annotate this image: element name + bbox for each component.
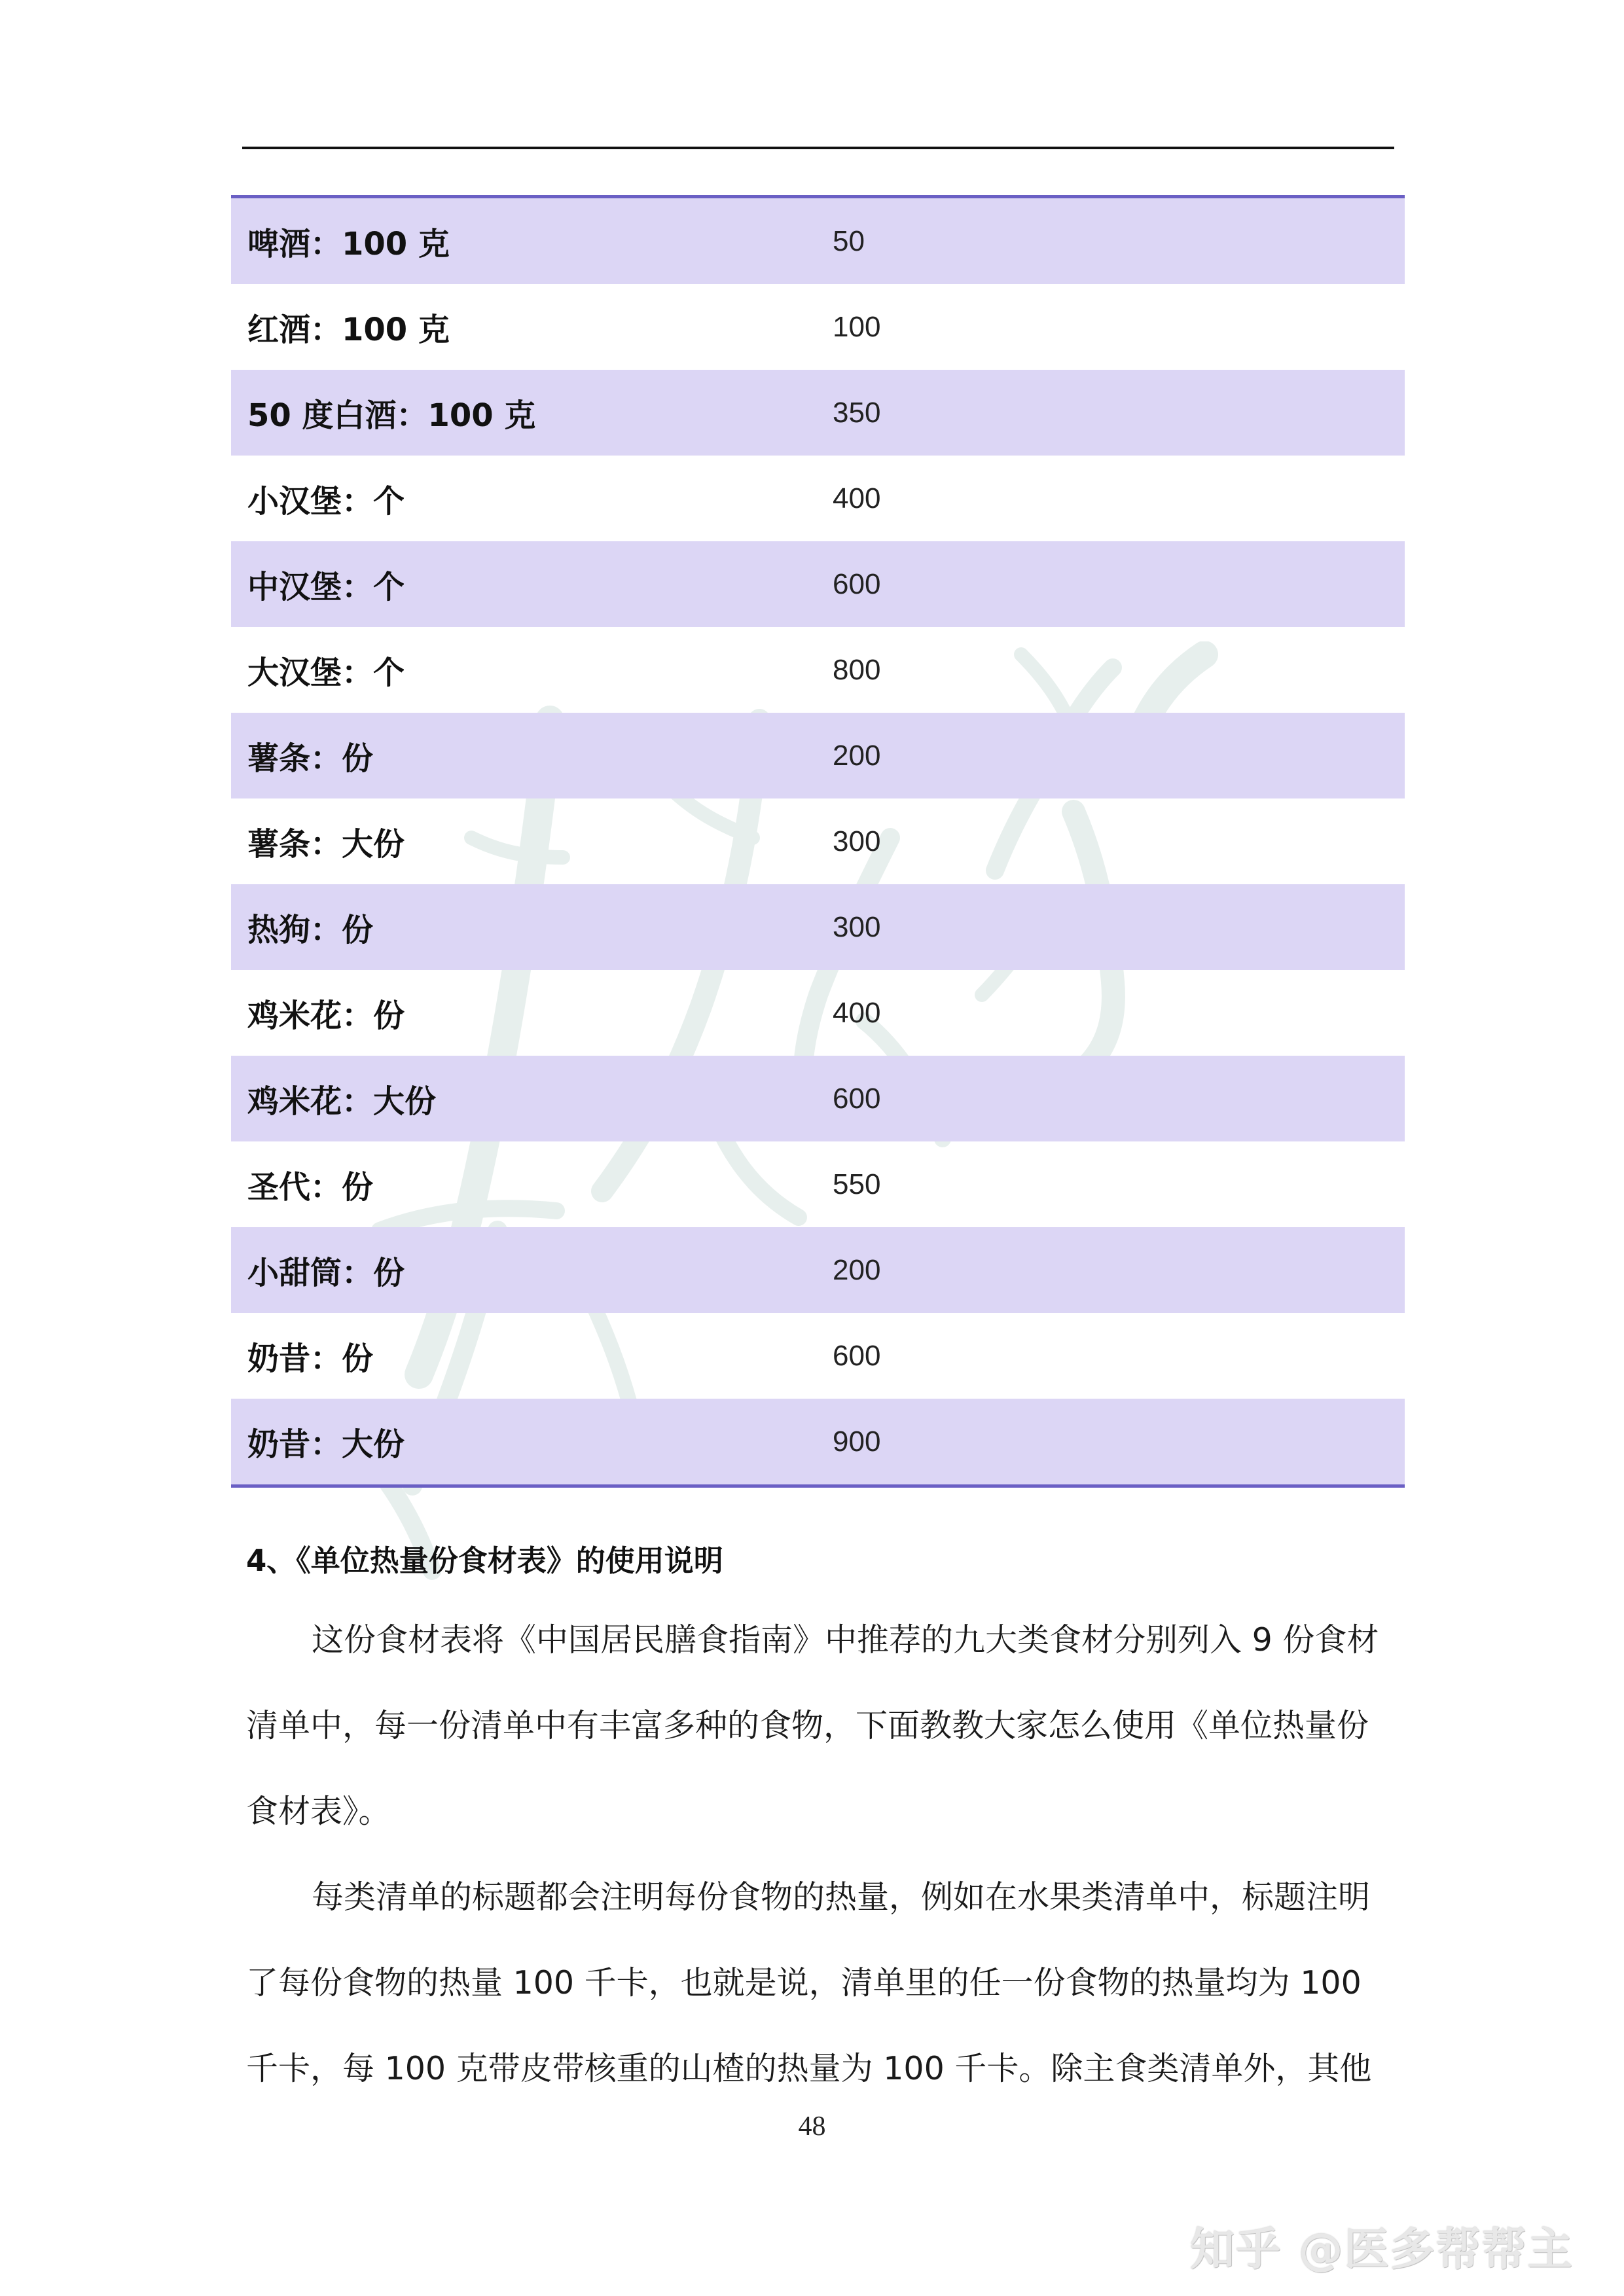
paragraph-line: 每类清单的标题都会注明每份食物的热量，例如在水果类清单中，标题注明 <box>312 1878 1371 1916</box>
calorie-value: 400 <box>833 482 881 514</box>
food-item-label: 热狗：份 <box>247 912 374 948</box>
table-row <box>231 284 1405 370</box>
paragraph-line: 千卡，每 100 克带皮带核重的山楂的热量为 100 千卡。除主食类清单外，其他 <box>246 2050 1372 2087</box>
calorie-value: 400 <box>833 996 881 1029</box>
table-row <box>231 198 1405 284</box>
food-item-label: 薯条：份 <box>247 740 374 777</box>
paragraph-line: 清单中，每一份清单中有丰富多种的食物，下面教教大家怎么使用《单位热量份 <box>246 1707 1369 1744</box>
paragraph-line: 食材表》。 <box>246 1793 391 1830</box>
food-item-label: 奶昔：大份 <box>247 1426 405 1463</box>
calorie-value: 800 <box>833 653 881 686</box>
table-row <box>231 970 1405 1056</box>
calorie-table <box>231 195 1405 1488</box>
table-row <box>231 1056 1405 1141</box>
calorie-value: 100 <box>833 310 881 343</box>
table-row <box>231 1313 1405 1399</box>
food-item-label: 中汉堡：个 <box>247 569 405 605</box>
table-row <box>231 1227 1405 1313</box>
table-row <box>231 456 1405 541</box>
food-item-label: 红酒：100 克 <box>247 312 450 348</box>
calorie-value: 600 <box>833 1339 881 1372</box>
calorie-value: 600 <box>833 1082 881 1115</box>
section-heading: 4、《单位热量份食材表》的使用说明 <box>246 1543 723 1578</box>
food-item-label: 奶昔：份 <box>247 1340 374 1377</box>
table-row <box>231 627 1405 713</box>
table-row <box>231 798 1405 884</box>
calorie-value: 600 <box>833 567 881 600</box>
paragraph-line: 这份食材表将《中国居民膳食指南》中推荐的九大类食材分别列入 9 份食材 <box>312 1621 1379 1659</box>
food-item-label: 薯条：大份 <box>247 826 405 863</box>
calorie-value: 200 <box>833 739 881 772</box>
calorie-value: 300 <box>833 825 881 857</box>
food-item-label: 小汉堡：个 <box>247 483 405 520</box>
calorie-value: 50 <box>833 224 865 257</box>
zhihu-watermark: 知乎 @医多帮帮主 <box>1190 2224 1574 2276</box>
food-item-label: 圣代：份 <box>247 1169 374 1206</box>
calorie-value: 200 <box>833 1253 881 1286</box>
table-row <box>231 884 1405 970</box>
paragraph-line: 了每份食物的热量 100 千卡，也就是说，清单里的任一份食物的热量均为 100 <box>246 1964 1362 2001</box>
calorie-value: 350 <box>833 396 881 429</box>
food-item-label: 鸡米花：大份 <box>247 1083 437 1120</box>
table-row <box>231 1399 1405 1484</box>
calorie-value: 900 <box>833 1425 881 1458</box>
table-row <box>231 713 1405 798</box>
calorie-value: 550 <box>833 1168 881 1200</box>
table-row <box>231 370 1405 456</box>
paragraph-usage-intro <box>246 1597 1388 1854</box>
paragraph-usage-detail <box>246 1854 1388 2111</box>
food-item-label: 大汉堡：个 <box>247 655 405 691</box>
food-item-label: 50 度白酒：100 克 <box>247 397 536 434</box>
food-item-label: 啤酒：100 克 <box>247 226 450 262</box>
food-item-label: 小甜筒：份 <box>247 1255 405 1291</box>
page-number: 48 <box>798 2111 826 2142</box>
calorie-value: 300 <box>833 910 881 943</box>
food-item-label: 鸡米花：份 <box>247 997 405 1034</box>
header-rule <box>242 147 1394 149</box>
table-row <box>231 541 1405 627</box>
table-row <box>231 1141 1405 1227</box>
